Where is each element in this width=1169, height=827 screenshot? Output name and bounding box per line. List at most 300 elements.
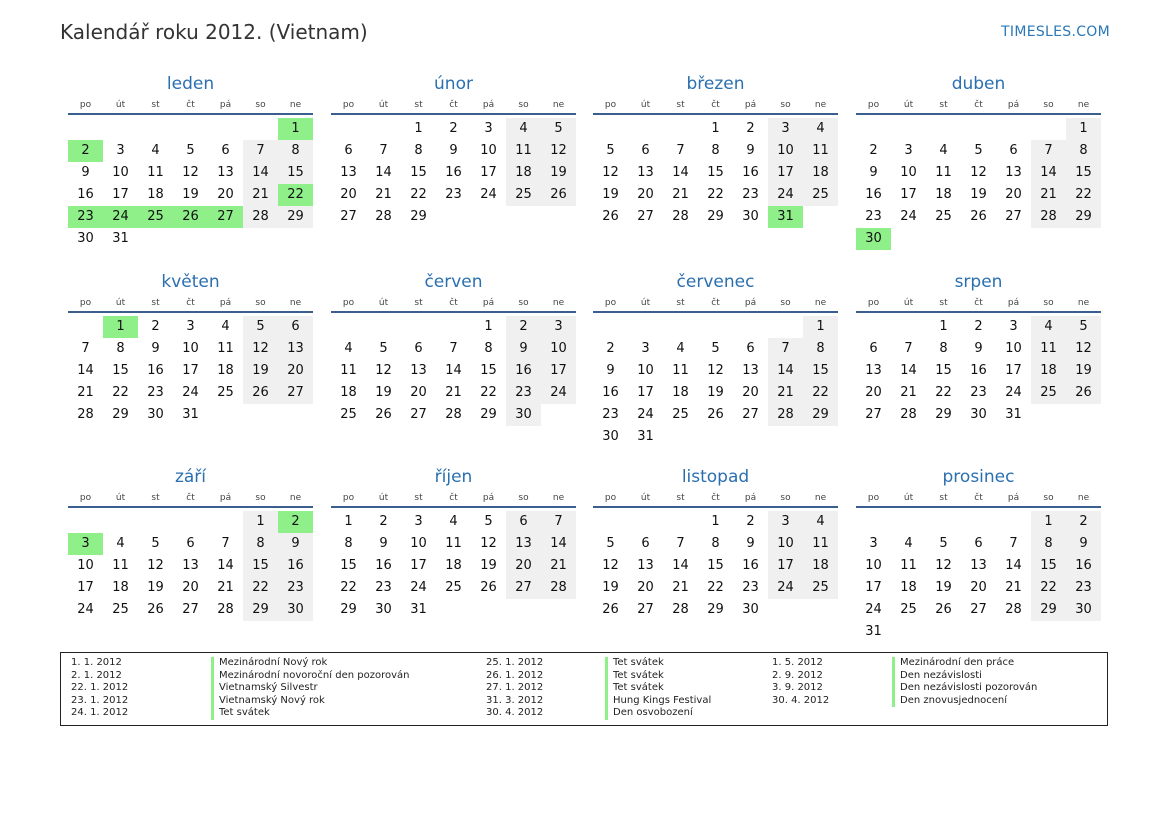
empty-day bbox=[891, 511, 926, 533]
weekday-label: st bbox=[414, 493, 423, 503]
day-cell: 18 bbox=[217, 363, 234, 378]
month-6 bbox=[331, 270, 576, 426]
day-cell: 13 bbox=[182, 558, 199, 573]
day-cell: 26 bbox=[375, 407, 392, 422]
empty-day bbox=[506, 206, 541, 228]
day-cell: 8 bbox=[803, 338, 838, 360]
day-cell: 19 bbox=[602, 187, 619, 202]
week-row bbox=[856, 599, 1101, 621]
day-cell: 3 bbox=[768, 118, 803, 140]
day-cell: 19 bbox=[182, 187, 199, 202]
weekday-label: ne bbox=[289, 493, 302, 503]
weekday-label: st bbox=[939, 100, 948, 110]
empty-day bbox=[961, 118, 996, 140]
week-row bbox=[331, 404, 576, 426]
day-cell: 22 bbox=[803, 382, 838, 404]
day-cell: 9 bbox=[606, 363, 615, 378]
week-row bbox=[331, 206, 576, 228]
day-cell: 6 bbox=[506, 511, 541, 533]
day-cell: 24 bbox=[480, 187, 497, 202]
empty-day bbox=[891, 118, 926, 140]
day-cell: 11 bbox=[672, 363, 689, 378]
holiday-day: 31 bbox=[768, 206, 803, 228]
empty-day bbox=[471, 206, 506, 228]
day-cell: 24 bbox=[541, 382, 576, 404]
day-cell: 12 bbox=[935, 558, 952, 573]
week-row bbox=[593, 184, 838, 206]
day-cell: 16 bbox=[506, 360, 541, 382]
day-cell: 20 bbox=[865, 385, 882, 400]
empty-day bbox=[1031, 404, 1066, 426]
week-row bbox=[593, 577, 838, 599]
week-row bbox=[593, 360, 838, 382]
empty-day bbox=[331, 316, 366, 338]
day-cell: 30 bbox=[742, 209, 759, 224]
day-cell: 7 bbox=[676, 143, 685, 158]
day-cell: 11 bbox=[217, 341, 234, 356]
weekday-label: po bbox=[79, 100, 92, 110]
day-cell: 10 bbox=[77, 558, 94, 573]
week-row bbox=[593, 404, 838, 426]
weekday-label: so bbox=[518, 298, 529, 308]
weekday-label: so bbox=[780, 100, 791, 110]
day-cell: 21 bbox=[243, 184, 278, 206]
weekday-label: st bbox=[151, 100, 160, 110]
month-1 bbox=[68, 72, 313, 250]
day-cell: 16 bbox=[445, 165, 462, 180]
empty-day bbox=[173, 118, 208, 140]
day-cell: 28 bbox=[217, 602, 234, 617]
legend-holiday-name: Mezinárodní Nový rok bbox=[219, 657, 328, 668]
day-cell: 22 bbox=[1031, 577, 1066, 599]
day-cell: 9 bbox=[746, 143, 755, 158]
day-cell: 29 bbox=[112, 407, 129, 422]
day-cell: 1 bbox=[414, 121, 423, 136]
legend-date: 25. 1. 2012 bbox=[486, 657, 544, 668]
week-row bbox=[856, 533, 1101, 555]
weekday-label: út bbox=[378, 100, 389, 110]
day-cell: 19 bbox=[707, 385, 724, 400]
day-cell: 31 bbox=[637, 429, 654, 444]
week-row bbox=[856, 621, 1101, 643]
empty-day bbox=[593, 511, 628, 533]
day-cell: 18 bbox=[803, 162, 838, 184]
empty-day bbox=[471, 599, 506, 621]
week-row bbox=[68, 338, 313, 360]
weekday-label: út bbox=[640, 493, 651, 503]
day-cell: 18 bbox=[935, 187, 952, 202]
empty-day bbox=[208, 511, 243, 533]
day-cell: 29 bbox=[340, 602, 357, 617]
day-cell: 8 bbox=[414, 143, 423, 158]
weekday-label: so bbox=[1043, 298, 1054, 308]
weekday-label: po bbox=[604, 100, 617, 110]
day-cell: 11 bbox=[112, 558, 129, 573]
empty-day bbox=[733, 316, 768, 338]
empty-day bbox=[663, 118, 698, 140]
weekday-label: st bbox=[414, 100, 423, 110]
day-cell: 28 bbox=[243, 206, 278, 228]
month-8 bbox=[856, 270, 1101, 426]
week-row bbox=[856, 577, 1101, 599]
day-cell: 4 bbox=[676, 341, 685, 356]
month-name: srpen bbox=[954, 272, 1003, 292]
weekday-label: pá bbox=[744, 298, 757, 308]
day-cell: 4 bbox=[1031, 316, 1066, 338]
week-row bbox=[593, 511, 838, 533]
day-cell: 10 bbox=[541, 338, 576, 360]
day-cell: 2 bbox=[869, 143, 878, 158]
day-cell: 21 bbox=[217, 580, 234, 595]
day-cell: 7 bbox=[81, 341, 90, 356]
day-cell: 20 bbox=[217, 187, 234, 202]
empty-day bbox=[593, 118, 628, 140]
day-cell: 3 bbox=[768, 511, 803, 533]
empty-day bbox=[768, 316, 803, 338]
day-cell: 14 bbox=[1005, 558, 1022, 573]
day-cell: 23 bbox=[147, 385, 164, 400]
legend-names bbox=[892, 657, 1037, 707]
empty-day bbox=[1066, 621, 1101, 643]
day-cell: 8 bbox=[344, 536, 353, 551]
day-cell: 9 bbox=[379, 536, 388, 551]
empty-day bbox=[173, 228, 208, 250]
day-cell: 23 bbox=[1066, 577, 1101, 599]
day-cell: 7 bbox=[221, 536, 230, 551]
day-cell: 28 bbox=[1005, 602, 1022, 617]
week-row bbox=[593, 316, 838, 338]
day-cell: 7 bbox=[768, 338, 803, 360]
week-row bbox=[68, 162, 313, 184]
weekday-label: so bbox=[1043, 493, 1054, 503]
weekday-label: út bbox=[115, 298, 126, 308]
day-cell: 1 bbox=[484, 319, 493, 334]
day-cell: 14 bbox=[445, 363, 462, 378]
legend-date: 31. 3. 2012 bbox=[486, 694, 544, 706]
day-cell: 25 bbox=[445, 580, 462, 595]
day-cell: 1 bbox=[344, 514, 353, 529]
day-cell: 6 bbox=[221, 143, 230, 158]
day-cell: 24 bbox=[410, 580, 427, 595]
month-name: červenec bbox=[676, 272, 755, 292]
legend-holiday-name: Vietnamský Silvestr bbox=[219, 682, 318, 694]
day-cell: 27 bbox=[340, 209, 357, 224]
day-cell: 24 bbox=[182, 385, 199, 400]
day-cell: 17 bbox=[900, 187, 917, 202]
empty-day bbox=[733, 426, 768, 448]
day-cell: 10 bbox=[768, 140, 803, 162]
day-cell: 16 bbox=[375, 558, 392, 573]
weekday-label: čt bbox=[711, 493, 720, 503]
weekday-label: út bbox=[115, 493, 126, 503]
week-row bbox=[856, 404, 1101, 426]
legend-holiday-name: Tet svátek bbox=[219, 707, 270, 719]
day-cell: 29 bbox=[243, 599, 278, 621]
day-cell: 3 bbox=[414, 514, 423, 529]
empty-day bbox=[628, 316, 663, 338]
day-cell: 25 bbox=[803, 577, 838, 599]
week-row bbox=[331, 555, 576, 577]
empty-day bbox=[436, 206, 471, 228]
month-name: říjen bbox=[434, 467, 473, 487]
day-cell: 13 bbox=[970, 558, 987, 573]
day-cell: 10 bbox=[112, 165, 129, 180]
day-cell: 7 bbox=[676, 536, 685, 551]
week-row bbox=[593, 118, 838, 140]
month-4 bbox=[856, 72, 1101, 250]
day-cell: 13 bbox=[340, 165, 357, 180]
day-cell: 29 bbox=[1031, 599, 1066, 621]
day-cell: 3 bbox=[869, 536, 878, 551]
empty-day bbox=[996, 228, 1031, 250]
day-cell: 11 bbox=[506, 140, 541, 162]
day-cell: 6 bbox=[186, 536, 195, 551]
day-cell: 22 bbox=[480, 385, 497, 400]
day-cell: 23 bbox=[445, 187, 462, 202]
weekday-label: pá bbox=[482, 493, 495, 503]
day-cell: 10 bbox=[182, 341, 199, 356]
legend-holiday-name: Vietnamský Nový rok bbox=[219, 694, 325, 706]
day-cell: 11 bbox=[1031, 338, 1066, 360]
week-row bbox=[593, 206, 838, 228]
empty-day bbox=[926, 511, 961, 533]
day-cell: 17 bbox=[637, 385, 654, 400]
day-cell: 9 bbox=[151, 341, 160, 356]
empty-day bbox=[996, 118, 1031, 140]
week-row bbox=[593, 555, 838, 577]
empty-day bbox=[961, 228, 996, 250]
day-cell: 19 bbox=[480, 558, 497, 573]
day-cell: 30 bbox=[602, 429, 619, 444]
day-cell: 16 bbox=[602, 385, 619, 400]
weekday-label: ne bbox=[814, 100, 827, 110]
day-cell: 24 bbox=[768, 577, 803, 599]
legend-holiday-name: Tet svátek bbox=[613, 669, 664, 681]
day-cell: 21 bbox=[445, 385, 462, 400]
legend-date: 2. 1. 2012 bbox=[71, 669, 122, 681]
day-cell: 22 bbox=[243, 577, 278, 599]
day-cell: 26 bbox=[602, 602, 619, 617]
day-cell: 15 bbox=[935, 363, 952, 378]
week-row bbox=[856, 162, 1101, 184]
day-cell: 11 bbox=[445, 536, 462, 551]
day-cell: 29 bbox=[278, 206, 313, 228]
day-cell: 5 bbox=[151, 536, 160, 551]
day-cell: 19 bbox=[147, 580, 164, 595]
day-cell: 17 bbox=[768, 162, 803, 184]
legend-dates bbox=[772, 657, 902, 707]
empty-day bbox=[208, 228, 243, 250]
day-cell: 26 bbox=[147, 602, 164, 617]
day-cell: 22 bbox=[112, 385, 129, 400]
empty-day bbox=[926, 118, 961, 140]
weekday-label: po bbox=[867, 298, 880, 308]
week-row bbox=[331, 599, 576, 621]
day-cell: 20 bbox=[278, 360, 313, 382]
day-cell: 27 bbox=[865, 407, 882, 422]
day-cell: 4 bbox=[116, 536, 125, 551]
week-row bbox=[68, 360, 313, 382]
day-cell: 5 bbox=[541, 118, 576, 140]
day-cell: 17 bbox=[541, 360, 576, 382]
legend-date: 1. 5. 2012 bbox=[772, 657, 823, 668]
legend-date: 30. 4. 2012 bbox=[772, 694, 830, 706]
month-3 bbox=[593, 72, 838, 228]
day-cell: 22 bbox=[707, 580, 724, 595]
day-cell: 26 bbox=[970, 209, 987, 224]
day-cell: 9 bbox=[81, 165, 90, 180]
weekday-header bbox=[68, 490, 313, 508]
empty-day bbox=[436, 316, 471, 338]
weekday-label: út bbox=[640, 100, 651, 110]
day-cell: 26 bbox=[707, 407, 724, 422]
day-cell: 18 bbox=[340, 385, 357, 400]
day-cell: 27 bbox=[278, 382, 313, 404]
day-cell: 27 bbox=[182, 602, 199, 617]
day-cell: 3 bbox=[541, 316, 576, 338]
weekday-header bbox=[856, 490, 1101, 508]
week-row bbox=[68, 140, 313, 162]
day-cell: 15 bbox=[803, 360, 838, 382]
day-cell: 7 bbox=[904, 341, 913, 356]
day-cell: 13 bbox=[1005, 165, 1022, 180]
day-cell: 29 bbox=[803, 404, 838, 426]
week-row bbox=[856, 360, 1101, 382]
legend-date: 27. 1. 2012 bbox=[486, 682, 544, 694]
day-cell: 21 bbox=[672, 580, 689, 595]
day-cell: 20 bbox=[637, 580, 654, 595]
day-cell: 14 bbox=[672, 558, 689, 573]
day-cell: 27 bbox=[410, 407, 427, 422]
day-cell: 14 bbox=[217, 558, 234, 573]
weekday-label: pá bbox=[744, 493, 757, 503]
month-name: prosinec bbox=[942, 467, 1015, 487]
day-cell: 26 bbox=[243, 382, 278, 404]
day-cell: 5 bbox=[186, 143, 195, 158]
weekday-label: po bbox=[79, 298, 92, 308]
empty-day bbox=[1031, 228, 1066, 250]
day-cell: 28 bbox=[375, 209, 392, 224]
day-cell: 20 bbox=[1005, 187, 1022, 202]
day-cell: 23 bbox=[375, 580, 392, 595]
weekday-label: pá bbox=[1007, 100, 1020, 110]
legend-date: 2. 9. 2012 bbox=[772, 669, 823, 681]
day-cell: 26 bbox=[541, 184, 576, 206]
weekday-label: čt bbox=[186, 298, 195, 308]
day-cell: 25 bbox=[112, 602, 129, 617]
empty-day bbox=[1066, 404, 1101, 426]
day-cell: 27 bbox=[1005, 209, 1022, 224]
weekday-label: pá bbox=[1007, 298, 1020, 308]
holiday-day: 2 bbox=[68, 140, 103, 162]
weekday-label: st bbox=[939, 298, 948, 308]
day-cell: 3 bbox=[1009, 319, 1018, 334]
day-cell: 5 bbox=[974, 143, 983, 158]
week-row bbox=[856, 555, 1101, 577]
day-cell: 11 bbox=[340, 363, 357, 378]
day-cell: 9 bbox=[746, 536, 755, 551]
day-cell: 30 bbox=[506, 404, 541, 426]
day-cell: 23 bbox=[278, 577, 313, 599]
weekday-header bbox=[593, 295, 838, 313]
weekday-label: ne bbox=[552, 493, 565, 503]
day-cell: 26 bbox=[1066, 382, 1101, 404]
day-cell: 12 bbox=[480, 536, 497, 551]
week-row bbox=[593, 162, 838, 184]
day-cell: 13 bbox=[637, 558, 654, 573]
legend-holiday-name: Den nezávislosti bbox=[900, 669, 982, 681]
empty-day bbox=[103, 118, 138, 140]
month-name: březen bbox=[686, 74, 745, 94]
empty-day bbox=[856, 118, 891, 140]
day-cell: 15 bbox=[707, 558, 724, 573]
day-cell: 13 bbox=[637, 165, 654, 180]
month-name: leden bbox=[166, 74, 215, 94]
week-row bbox=[68, 206, 313, 228]
day-cell: 17 bbox=[1005, 363, 1022, 378]
week-row bbox=[331, 162, 576, 184]
weekday-label: so bbox=[518, 493, 529, 503]
empty-day bbox=[506, 599, 541, 621]
day-cell: 22 bbox=[340, 580, 357, 595]
week-row bbox=[68, 118, 313, 140]
weekday-label: st bbox=[414, 298, 423, 308]
month-11 bbox=[593, 465, 838, 621]
week-row bbox=[331, 533, 576, 555]
day-cell: 5 bbox=[606, 143, 615, 158]
day-cell: 21 bbox=[375, 187, 392, 202]
week-row bbox=[68, 555, 313, 577]
empty-day bbox=[926, 228, 961, 250]
weekday-label: út bbox=[640, 298, 651, 308]
day-cell: 17 bbox=[865, 580, 882, 595]
weekday-label: so bbox=[780, 493, 791, 503]
weekday-label: st bbox=[151, 493, 160, 503]
month-5 bbox=[68, 270, 313, 426]
empty-day bbox=[401, 316, 436, 338]
day-cell: 15 bbox=[707, 165, 724, 180]
week-row bbox=[331, 184, 576, 206]
day-cell: 12 bbox=[375, 363, 392, 378]
day-cell: 14 bbox=[541, 533, 576, 555]
day-cell: 2 bbox=[506, 316, 541, 338]
day-cell: 4 bbox=[506, 118, 541, 140]
week-row bbox=[593, 382, 838, 404]
day-cell: 18 bbox=[147, 187, 164, 202]
day-cell: 13 bbox=[742, 363, 759, 378]
day-cell: 17 bbox=[112, 187, 129, 202]
day-cell: 20 bbox=[970, 580, 987, 595]
empty-day bbox=[1066, 228, 1101, 250]
empty-day bbox=[961, 621, 996, 643]
day-cell: 30 bbox=[1066, 599, 1101, 621]
day-cell: 5 bbox=[939, 536, 948, 551]
empty-day bbox=[698, 426, 733, 448]
day-cell: 22 bbox=[707, 187, 724, 202]
empty-day bbox=[138, 228, 173, 250]
day-cell: 20 bbox=[410, 385, 427, 400]
empty-day bbox=[593, 316, 628, 338]
day-cell: 1 bbox=[711, 514, 720, 529]
day-cell: 28 bbox=[768, 404, 803, 426]
day-cell: 19 bbox=[1066, 360, 1101, 382]
legend-holiday-name: Hung Kings Festival bbox=[613, 694, 712, 706]
day-cell: 19 bbox=[243, 360, 278, 382]
day-cell: 18 bbox=[445, 558, 462, 573]
day-cell: 8 bbox=[1031, 533, 1066, 555]
day-cell: 14 bbox=[375, 165, 392, 180]
site-link[interactable]: TIMESLES.COM bbox=[1001, 24, 1110, 40]
